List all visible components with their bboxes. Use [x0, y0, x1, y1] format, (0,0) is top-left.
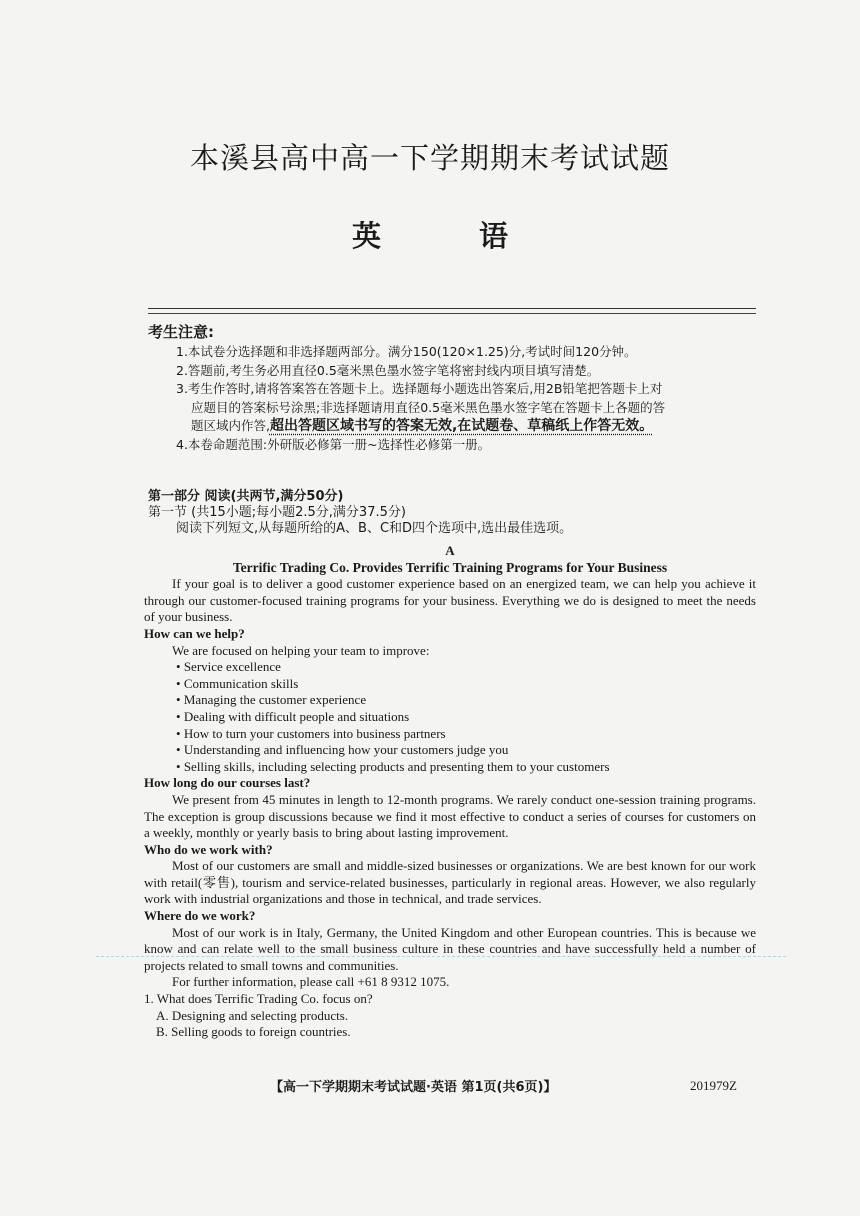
section-heading: How long do our courses last?	[144, 775, 311, 791]
bullet-item: • Communication skills	[176, 676, 756, 693]
divider-line	[148, 308, 756, 309]
exam-title: 本溪县高中高一下学期期末考试试题	[189, 141, 670, 175]
section-header	[148, 489, 758, 537]
notice-item-prefix: 题区域内作答,	[191, 418, 270, 433]
section-instruction: 阅读下列短文,从每题所给的A、B、C和D四个选项中,选出最佳选项。	[176, 521, 573, 536]
bullet-item: • Selling skills, including selecting products and presenting them to your customers	[176, 759, 756, 776]
paragraph: We are focused on helping your team to improve:	[172, 642, 430, 658]
notice-item: 3.考生作答时,请将答案答在答题卡上。选择题每小题选出答案后,用2B铅笔把答题卡上对	[176, 381, 663, 396]
notice-list	[176, 343, 766, 454]
subject-heading: 英 语	[351, 219, 553, 253]
bullet-list	[144, 659, 756, 775]
passage	[144, 543, 756, 1041]
passage-label: A	[445, 543, 455, 558]
contact-line: For further information, please call +61 8 9312 1075.	[172, 974, 450, 990]
passage-intro: If your goal is to deliver a good customer experience based on an energized team, we can help you achieve it through our customer-focused training programs for your business. Everything we do is designed to meet the needs of your business.	[144, 576, 756, 625]
answer-option: B. Selling goods to foreign countries.	[156, 1024, 351, 1040]
divider-line	[148, 313, 756, 314]
section-heading: How can we help?	[144, 625, 245, 641]
section-heading: Who do we work with?	[144, 841, 273, 857]
paragraph: We present from 45 minutes in length to 12-month programs. We rarely conduct one-session training programs. The exception is group discussions because we find it most effective to conduct a series of courses for customers on a weekly, monthly or yearly basis to bring about lasting improvement.	[144, 791, 756, 841]
bullet-item: • Service excellence	[176, 659, 756, 676]
notice-item-continued: 应题目的答案标号涂黑;非选择题请用直径0.5毫米黑色墨水签字笔在答题卡上各题的答	[191, 399, 666, 415]
notice-item: 4.本卷命题范围:外研版必修第一册~选择性必修第一册。	[176, 436, 491, 452]
page-footer: 【高一下学期期末考试试题·英语 第1页(共6页)】	[270, 1080, 557, 1095]
answer-option: A. Designing and selecting products.	[156, 1007, 349, 1023]
bullet-item: • Understanding and influencing how your customers judge you	[176, 742, 756, 759]
paragraph: Most of our customers are small and middle-sized businesses or organizations. We are best known for our work with retail(零售), tourism and service-related businesses, particularly in regional areas. However, we also regularly work with industrial organizations and those in technical, and trade services.	[144, 858, 756, 907]
part-heading: 第一部分 阅读(共两节,满分50分)	[148, 489, 344, 504]
question-stem: 1. What does Terrific Trading Co. focus on?	[144, 991, 373, 1007]
exam-code: 201979Z	[690, 1078, 737, 1093]
bullet-item: • Dealing with difficult people and situations	[176, 709, 756, 726]
notice-heading: 考生注意:	[148, 323, 214, 341]
bullet-item: • Managing the customer experience	[176, 692, 756, 709]
section-heading: Where do we work?	[144, 908, 256, 924]
passage-title: Terrific Trading Co. Provides Terrific Training Programs for Your Business	[232, 559, 668, 575]
subsection-heading: 第一节 (共15小题;每小题2.5分,满分37.5分)	[148, 505, 406, 520]
paragraph: Most of our work is in Italy, Germany, the United Kingdom and other European countries. This is because we know and can relate well to the small business culture in these countries and have successfully held a number of projects related to small towns and communities.	[144, 924, 756, 973]
bullet-item: • How to turn your customers into business partners	[176, 726, 756, 743]
notice-item: 2.答题前,考生务必用直径0.5毫米黑色墨水签字笔将密封线内项目填写清楚。	[176, 362, 600, 378]
notice-emphasis: 超出答题区域书写的答案无效,在试题卷、草稿纸上作答无效。	[269, 418, 654, 434]
notice-item-continued	[176, 417, 766, 436]
notice-item: 1.本试卷分选择题和非选择题两部分。满分150(120×1.25)分,考试时间120分钟。	[176, 344, 637, 359]
